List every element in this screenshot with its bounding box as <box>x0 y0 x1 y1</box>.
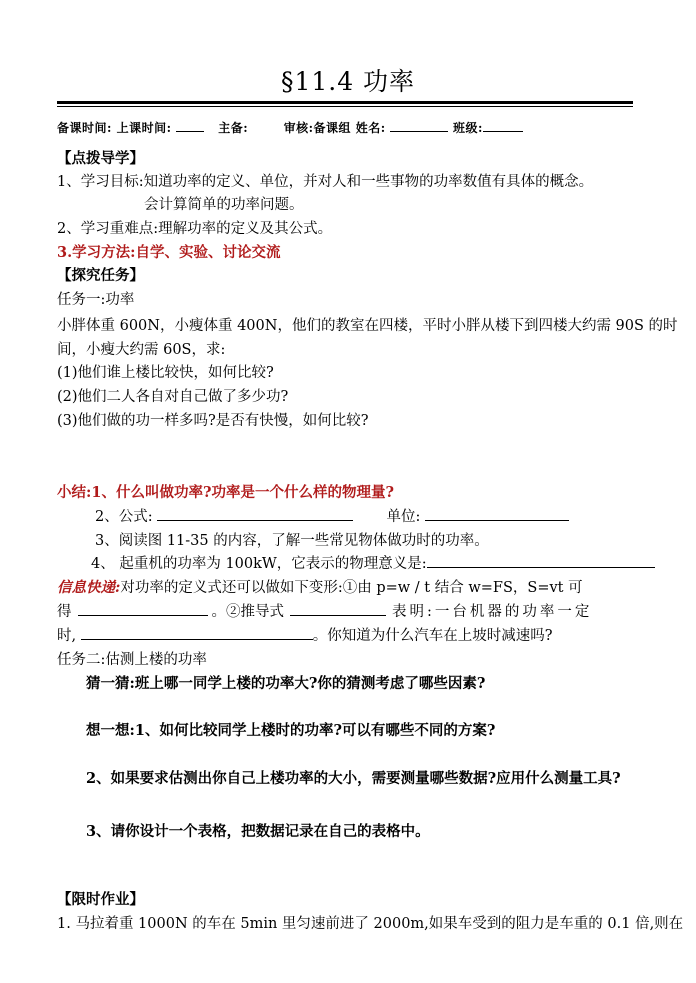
goal-1: 1、学习目标:知道功率的定义、单位，并对人和一些事物的功率数值有具体的概念。 <box>57 174 594 190</box>
info-line-1-content <box>57 576 583 597</box>
lead-label: 主备: <box>218 121 249 135</box>
class-label: 班级: <box>453 121 483 135</box>
name-label: 姓名: <box>355 121 386 135</box>
task2-title: 任务二:估测上楼的功率 <box>57 652 207 668</box>
class-blank <box>483 117 523 132</box>
title-rule-thin <box>57 106 633 107</box>
info-line-1-text: 对功率的定义式还可以做如下变形:①由 p=w / t 结合 w=FS，S=vt 可 <box>120 580 583 596</box>
unit-blank <box>425 506 569 521</box>
prep-time-label: 备课时间: <box>57 121 112 135</box>
derive-blank-2 <box>290 601 386 616</box>
class-time-label: 上课时间: <box>116 121 172 135</box>
task2-think-2: 2、如果要求估测出你自己上楼功率的大小，需要测量哪些数据?应用什么测量工具? <box>86 770 621 787</box>
info-line-1 <box>57 576 637 597</box>
summary-item-4: 4、 起重机的功率为 100kW，它表示的物理意义是: <box>91 556 427 572</box>
explore-heading: 【探究任务】 <box>57 267 144 284</box>
info-line-3-b: 。你知道为什么汽车在上坡时减速吗? <box>312 628 553 644</box>
derive-blank-3 <box>81 625 313 640</box>
homework-heading: 【限时作业】 <box>57 891 144 908</box>
info-label: 信息快递: <box>57 579 121 596</box>
info-line-2-c: 表明:一台机器的功率一定 <box>392 604 593 620</box>
question-3: (3)他们做的功一样多吗?是否有快慢，如何比较? <box>57 413 369 429</box>
meta-line <box>57 117 523 136</box>
summary-q1: 什么叫做功率?功率是一个什么样的物理量? <box>115 484 394 501</box>
question-1: (1)他们谁上楼比较快，如何比较? <box>57 365 274 381</box>
task1-para-line1: 小胖体重 600N，小瘦体重 400N，他们的教室在四楼，平时小胖从楼下到四楼大约需 90S 的时 <box>57 318 678 334</box>
title-rule-thick <box>57 101 633 104</box>
page-title: §11.4 功率 <box>280 67 416 96</box>
guide-heading: 【点拨导学】 <box>57 150 144 167</box>
review-label: 审核:备课组 <box>283 121 352 135</box>
summary-line-2 <box>95 505 569 526</box>
homework-question-1: 1. 马拉着重 1000N 的车在 5min 里匀速前进了 2000m,如果车受到的阻力是车重的 0.1 倍,则在 <box>57 916 684 932</box>
summary-item-3: 3、阅读图 11-35 的内容，了解一些常见物体做功时的功率。 <box>95 533 489 549</box>
info-line-2-a: 得 <box>57 604 72 620</box>
name-blank <box>390 117 448 132</box>
summary-line-4 <box>91 552 655 573</box>
formula-blank <box>157 506 353 521</box>
task2-think-3: 3、请你设计一个表格，把数据记录在自己的表格中。 <box>86 823 430 840</box>
task2-guess: 猜一猜:班上哪一同学上楼的功率大?你的猜测考虑了哪些因素? <box>86 675 486 692</box>
method: 3.学习方法:自学、实验、讨论交流 <box>57 244 281 261</box>
info-line-3 <box>57 624 553 645</box>
task1-para-line2: 间，小瘦大约需 60S，求: <box>57 342 226 358</box>
info-line-3-a: 时, <box>57 628 77 644</box>
summary-line-1 <box>57 481 394 502</box>
unit-label: 单位: <box>386 509 421 525</box>
derive-blank-1 <box>78 601 208 616</box>
task2-think-1: 想一想:1、如何比较同学上楼时的功率?可以有哪些不同的方案? <box>86 722 496 739</box>
summary-label: 小结:1、 <box>57 484 116 501</box>
goal-1b: 会计算简单的功率问题。 <box>144 197 304 213</box>
formula-label: 2、公式: <box>95 509 153 525</box>
focus: 2、学习重难点:理解功率的定义及其公式。 <box>57 221 333 237</box>
class-time-blank <box>176 117 204 132</box>
meaning-blank <box>427 553 655 568</box>
info-line-2-b: 。②推导式 <box>211 604 284 620</box>
task1-title: 任务一:功率 <box>57 292 135 308</box>
question-2: (2)他们二人各自对自己做了多少功? <box>57 389 289 405</box>
info-line-2 <box>57 600 637 621</box>
